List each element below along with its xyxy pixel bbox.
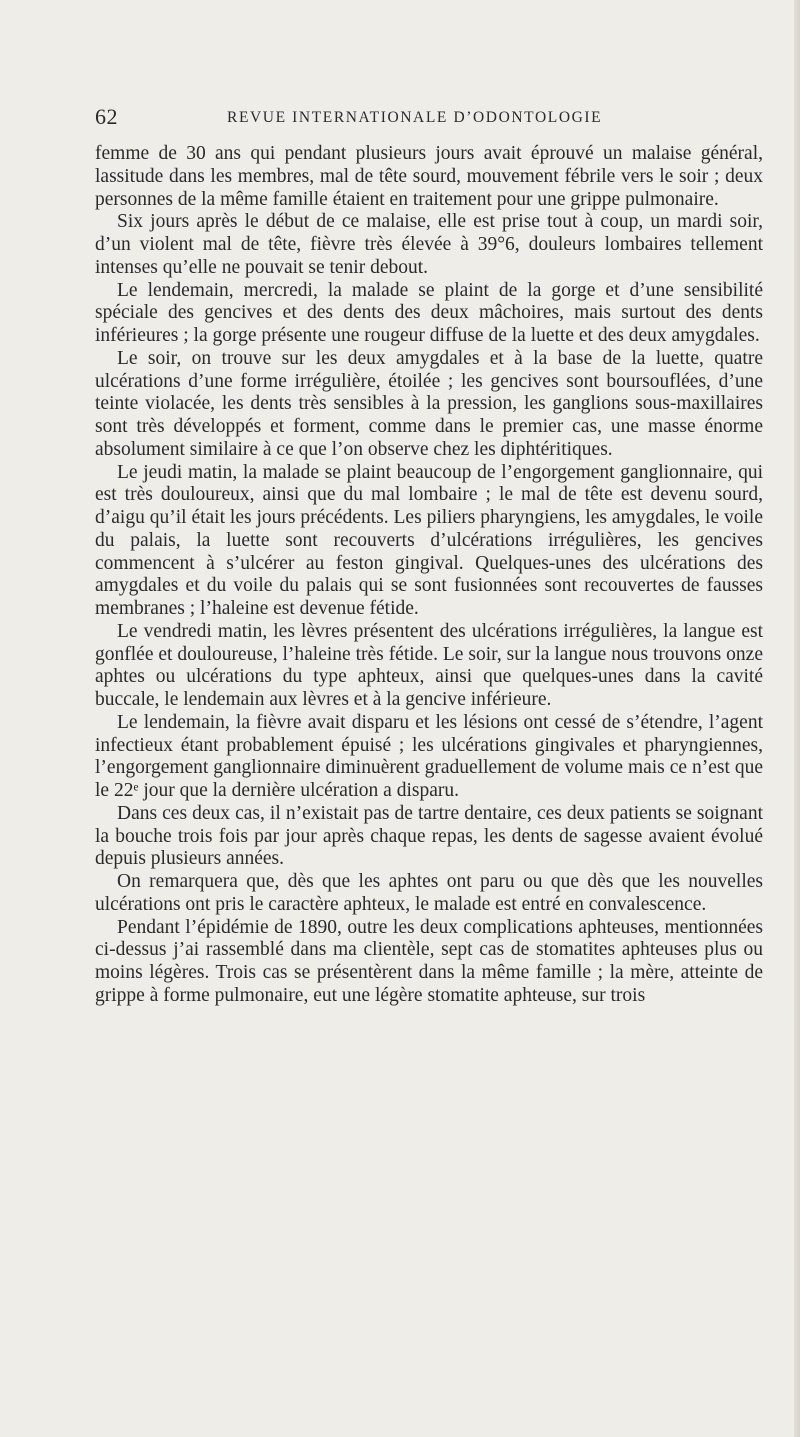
article-body [95,143,763,1008]
page-edge [794,0,800,1437]
paragraph: Le soir, on trouve sur les deux amygdales et à la base de la luette, quatre ulcérations d’une forme irrégulière, étoilée ; les gencives sont boursouflées, d’une teinte violacée, les dents très sensibles à la pression, les ganglions sous-maxillaires sont très développés et forment, comme dans le premier cas, une masse énorme absolument similaire à ce que l’on observe chez les diphtéritiques. [95,347,763,460]
paragraph: Le jeudi matin, la malade se plaint beaucoup de l’engorgement ganglionnaire, qui est très douloureux, ainsi que du mal lombaire ; le mal de tête est devenu sourd, d’aigu qu’il était les jours précédents. Les piliers pharyngiens, les amygdales, le voile du palais, la luette sont recouverts d’ulcérations irrégulières, les gencives commencent à s’ulcérer au feston gingival. Quelques-unes des ulcérations des amygdales et du voile du palais qui se sont fusionnées sont recouvertes de fausses membranes ; l’haleine est devenue fétide. [95,461,763,619]
paragraph: femme de 30 ans qui pendant plusieurs jours avait éprouvé un malaise général, lassitude dans les membres, mal de tête sourd, mouvement fébrile vers le soir ; deux personnes de la même famille étaient en traitement pour une grippe pulmonaire. [95,143,763,210]
paragraph: Six jours après le début de ce malaise, elle est prise tout à coup, un mardi soir, d’un violent mal de tête, fièvre très élevée à 39°6, douleurs lombaires tellement intenses qu’elle ne pouvait se tenir debout. [95,211,763,278]
paragraph: Pendant l’épidémie de 1890, outre les deux complications aphteuses, mentionnées ci-dessus j’ai rassemblé dans ma clientèle, sept cas de stomatites aphteuses plus ou moins légères. Trois cas se présentèrent dans la même famille ; la mère, atteinte de grippe à forme pulmonaire, eut une légère stomatite aphteuse, sur trois [95,916,763,1006]
paragraph: Dans ces deux cas, il n’existait pas de tartre dentaire, ces deux patients se soignant la bouche trois fois par jour après chaque repas, les dents de sagesse avaient évolué depuis plusieurs années. [95,802,763,870]
paragraph: Le vendredi matin, les lèvres présentent des ulcérations irrégulières, la langue est gonflée et douloureuse, l’haleine très fétide. Le soir, sur la langue nous trouvons onze aphtes ou ulcérations du type aphteux, ainsi que quelques-unes dans la cavité buccale, le lendemain aux lèvres et à la gencive inférieure. [95,620,763,710]
paragraph: Le lendemain, mercredi, la malade se plaint de la gorge et d’une sensibilité spéciale des gencives et des dents des deux mâchoires, mais surtout des dents inférieures ; la gorge présente une rougeur diffuse de la luette et des deux amygdales. [95,279,763,346]
running-header [95,104,763,134]
running-title: REVUE INTERNATIONALE D’ODONTOLOGIE [227,109,603,126]
paragraph: On remarquera que, dès que les aphtes ont paru ou que dès que les nouvelles ulcérations ont pris le caractère aphteux, le malade est entré en convalescence. [95,871,763,915]
page-number: 62 [95,104,118,129]
paragraph: Le lendemain, la fièvre avait disparu et les lésions ont cessé de s’étendre, l’agent infectieux étant probablement épuisé ; les ulcérations gingivales et pharyngiennes, l’engorgement ganglionnaire diminuèrent graduellement de volume mais ce n’est que le 22ᵉ jour que la dernière ulcération a disparu. [95,711,763,801]
